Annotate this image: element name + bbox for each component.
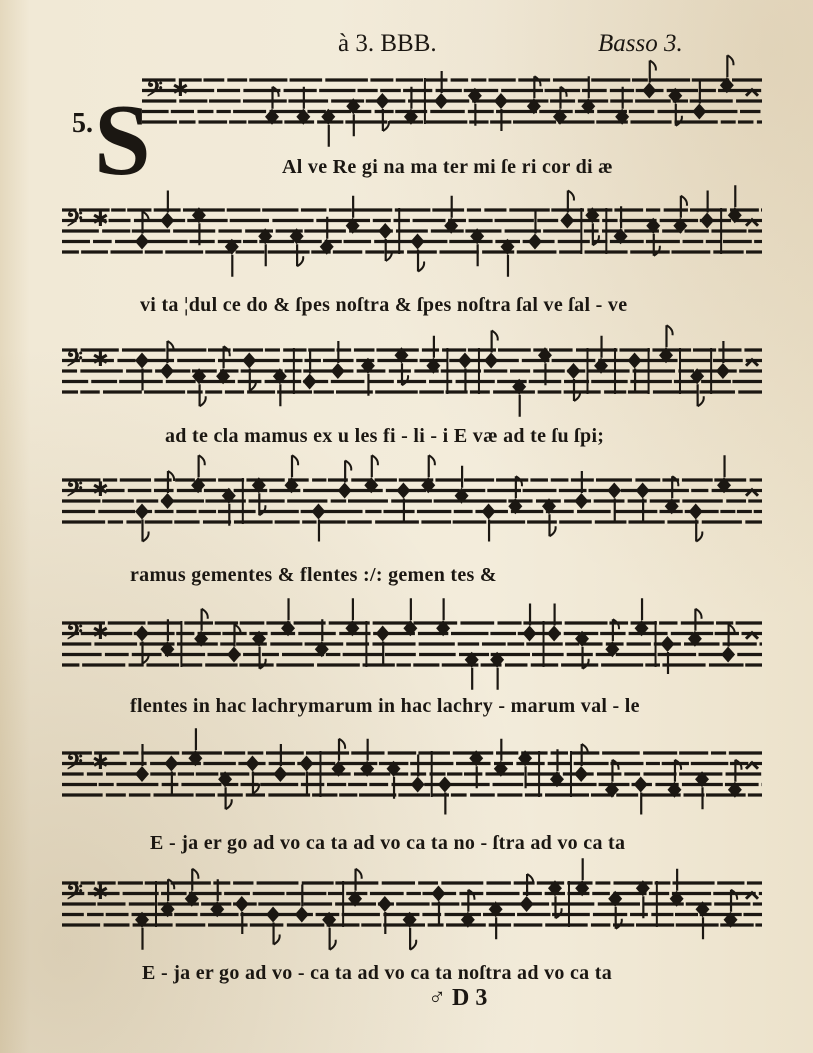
staff-system: [62, 192, 762, 287]
svg-text:✱: ✱: [92, 346, 109, 371]
lyrics-line: vi ta ¦dul ce do & ſpes noſtra & ſpes noſtra ſal ve ſal - ve: [140, 294, 628, 316]
svg-text:𝄢: 𝄢: [146, 76, 163, 107]
part-label: à 3. BBB.: [338, 30, 437, 57]
voice-label: Basso 3.: [598, 30, 683, 57]
initial-letter: S: [94, 84, 151, 197]
svg-text:✱: ✱: [92, 206, 109, 231]
staff-system: [62, 462, 762, 562]
lyrics-line: flentes in hac lachrymarum in hac lachry - marum val - le: [130, 695, 640, 717]
lyrics-line: E - ja er go ad vo ca ta ad vo ca ta no - ſtra ad vo ca ta: [150, 832, 626, 854]
piece-number: 5.: [72, 108, 93, 139]
svg-text:𝄢: 𝄢: [66, 476, 83, 507]
svg-text:𝄢: 𝄢: [66, 346, 83, 377]
svg-text:✱: ✱: [92, 879, 109, 904]
lyrics-line: ad te cla mamus ex u les fi - li - i E væ ad te ſu ſpi;: [165, 425, 605, 447]
staff-system: [62, 605, 762, 700]
svg-text:✱: ✱: [92, 476, 109, 501]
staff-system: [62, 735, 762, 830]
lyrics-line: Al ve Re gi na ma ter mi ſe ri cor di æ: [282, 156, 613, 178]
svg-text:𝄢: 𝄢: [66, 879, 83, 910]
staff-system: [62, 865, 762, 960]
svg-text:𝄢: 𝄢: [66, 749, 83, 780]
lyrics-line: ramus gementes & flentes :/: gemen tes &: [130, 564, 497, 586]
svg-text:𝄢: 𝄢: [66, 619, 83, 650]
svg-text:𝄢: 𝄢: [66, 206, 83, 237]
svg-text:✱: ✱: [172, 76, 189, 101]
lyrics-line: E - ja er go ad vo - ca ta ad vo ca ta noſtra ad vo ca ta: [142, 962, 613, 984]
staff-system: [142, 62, 762, 157]
svg-text:✱: ✱: [92, 619, 109, 644]
svg-text:✱: ✱: [92, 749, 109, 774]
signature-mark: ♂ D 3: [428, 985, 488, 1011]
staff-system: [62, 332, 762, 427]
